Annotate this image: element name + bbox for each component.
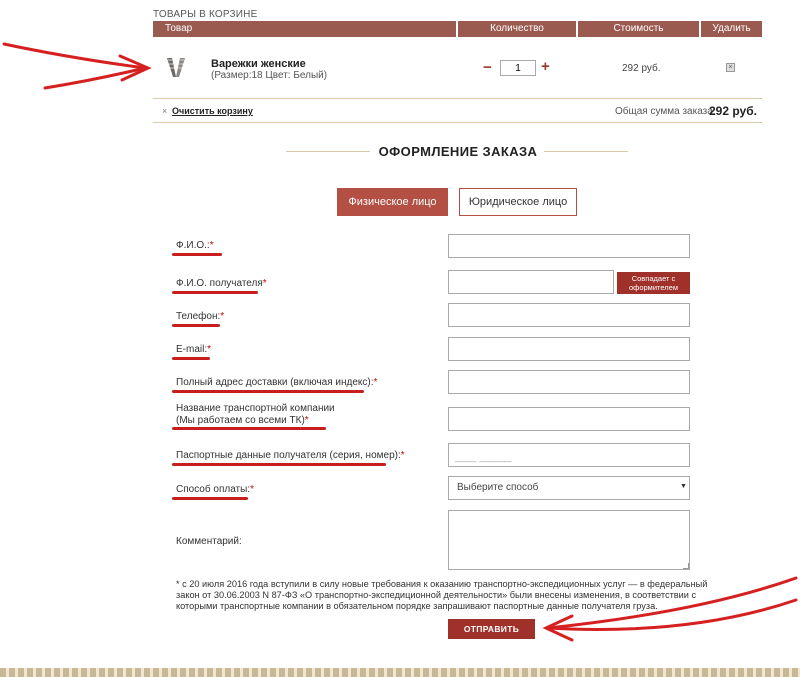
payment-method-select[interactable]: Выберите способ [448, 476, 690, 500]
annotation-underline [172, 390, 364, 393]
column-product: Товар [153, 21, 458, 37]
column-delete: Удалить [712, 23, 751, 34]
column-price: Стоимость [578, 21, 701, 37]
product-attributes: (Размер:18 Цвет: Белый) [211, 70, 328, 81]
recipient-name-input[interactable] [448, 270, 614, 294]
phone-input[interactable] [448, 303, 690, 327]
checkout-title: ОФОРМЛЕНИЕ ЗАКАЗА [378, 144, 538, 159]
label-delivery-address: Полный адрес доставки (включая индекс):* [176, 377, 378, 388]
delete-icon[interactable]: × [726, 63, 735, 72]
footer-border [0, 668, 800, 677]
tab-individual[interactable]: Физическое лицо [337, 188, 448, 216]
label-transport-company: Название транспортной компании (Мы работаем со всеми ТК)* [176, 403, 335, 426]
quantity-increase-button[interactable]: + [541, 58, 550, 75]
annotation-underline [172, 324, 220, 327]
label-email: E-mail:* [176, 344, 212, 355]
label-full-name: Ф.И.О.:* [176, 240, 214, 251]
order-total-value: 292 руб. [709, 104, 757, 118]
title-rule-left [286, 151, 370, 152]
full-name-input[interactable] [448, 234, 690, 258]
dropdown-caret-icon: ▼ [680, 483, 687, 490]
cart-divider [153, 98, 762, 99]
resize-handle-icon[interactable] [683, 563, 689, 569]
comment-textarea[interactable] [448, 510, 690, 570]
annotation-underline [172, 497, 248, 500]
annotation-underline [172, 463, 386, 466]
annotation-underline [172, 253, 222, 256]
cart-title: ТОВАРЫ В КОРЗИНЕ [153, 9, 258, 20]
product-name[interactable]: Варежки женские [211, 58, 306, 70]
passport-placeholder: ____ ______ [455, 452, 512, 462]
transport-company-input[interactable] [448, 407, 690, 431]
annotation-arrow-product [4, 44, 148, 88]
mitten-product-icon[interactable] [164, 55, 188, 81]
clear-cart-link[interactable]: Очистить корзину [172, 106, 253, 116]
cart-table-header [153, 21, 762, 37]
column-quantity: Количество [458, 21, 578, 37]
label-recipient-name: Ф.И.О. получателя* [176, 278, 267, 289]
annotation-underline [172, 357, 210, 360]
submit-button[interactable]: ОТПРАВИТЬ [448, 619, 535, 639]
quantity-decrease-button[interactable]: − [483, 59, 492, 76]
email-input[interactable] [448, 337, 690, 361]
quantity-input[interactable] [500, 60, 536, 76]
title-rule-right [544, 151, 628, 152]
label-phone: Телефон:* [176, 311, 225, 322]
delivery-address-input[interactable] [448, 370, 690, 394]
cart-bottom-divider [153, 122, 762, 123]
legal-note: * с 20 июля 2016 года вступили в силу новые требования к оказанию транспортно-экспедиционных услуг — в федеральный закон от 30.06.2003 N 87-ФЗ «О транспортно-экспедиционной деятельности» были внесены изменения, в соответствии с которыми транспортные компании в обязательном порядке запрашивают паспортные данные получателя груза. [176, 579, 708, 611]
label-passport: Паспортные данные получателя (серия, номер):* [176, 450, 405, 461]
order-total-label: Общая сумма заказа: [615, 106, 716, 117]
tab-legal-entity[interactable]: Юридическое лицо [459, 188, 577, 216]
clear-cart-icon[interactable]: × [162, 106, 168, 116]
same-as-customer-button[interactable]: Совпадает с оформителем [617, 272, 690, 294]
item-price: 292 руб. [622, 63, 661, 74]
label-comment: Комментарий: [176, 536, 242, 547]
label-payment-method: Способ оплаты:* [176, 484, 254, 495]
annotation-underline [172, 291, 258, 294]
annotation-underline [172, 427, 326, 430]
